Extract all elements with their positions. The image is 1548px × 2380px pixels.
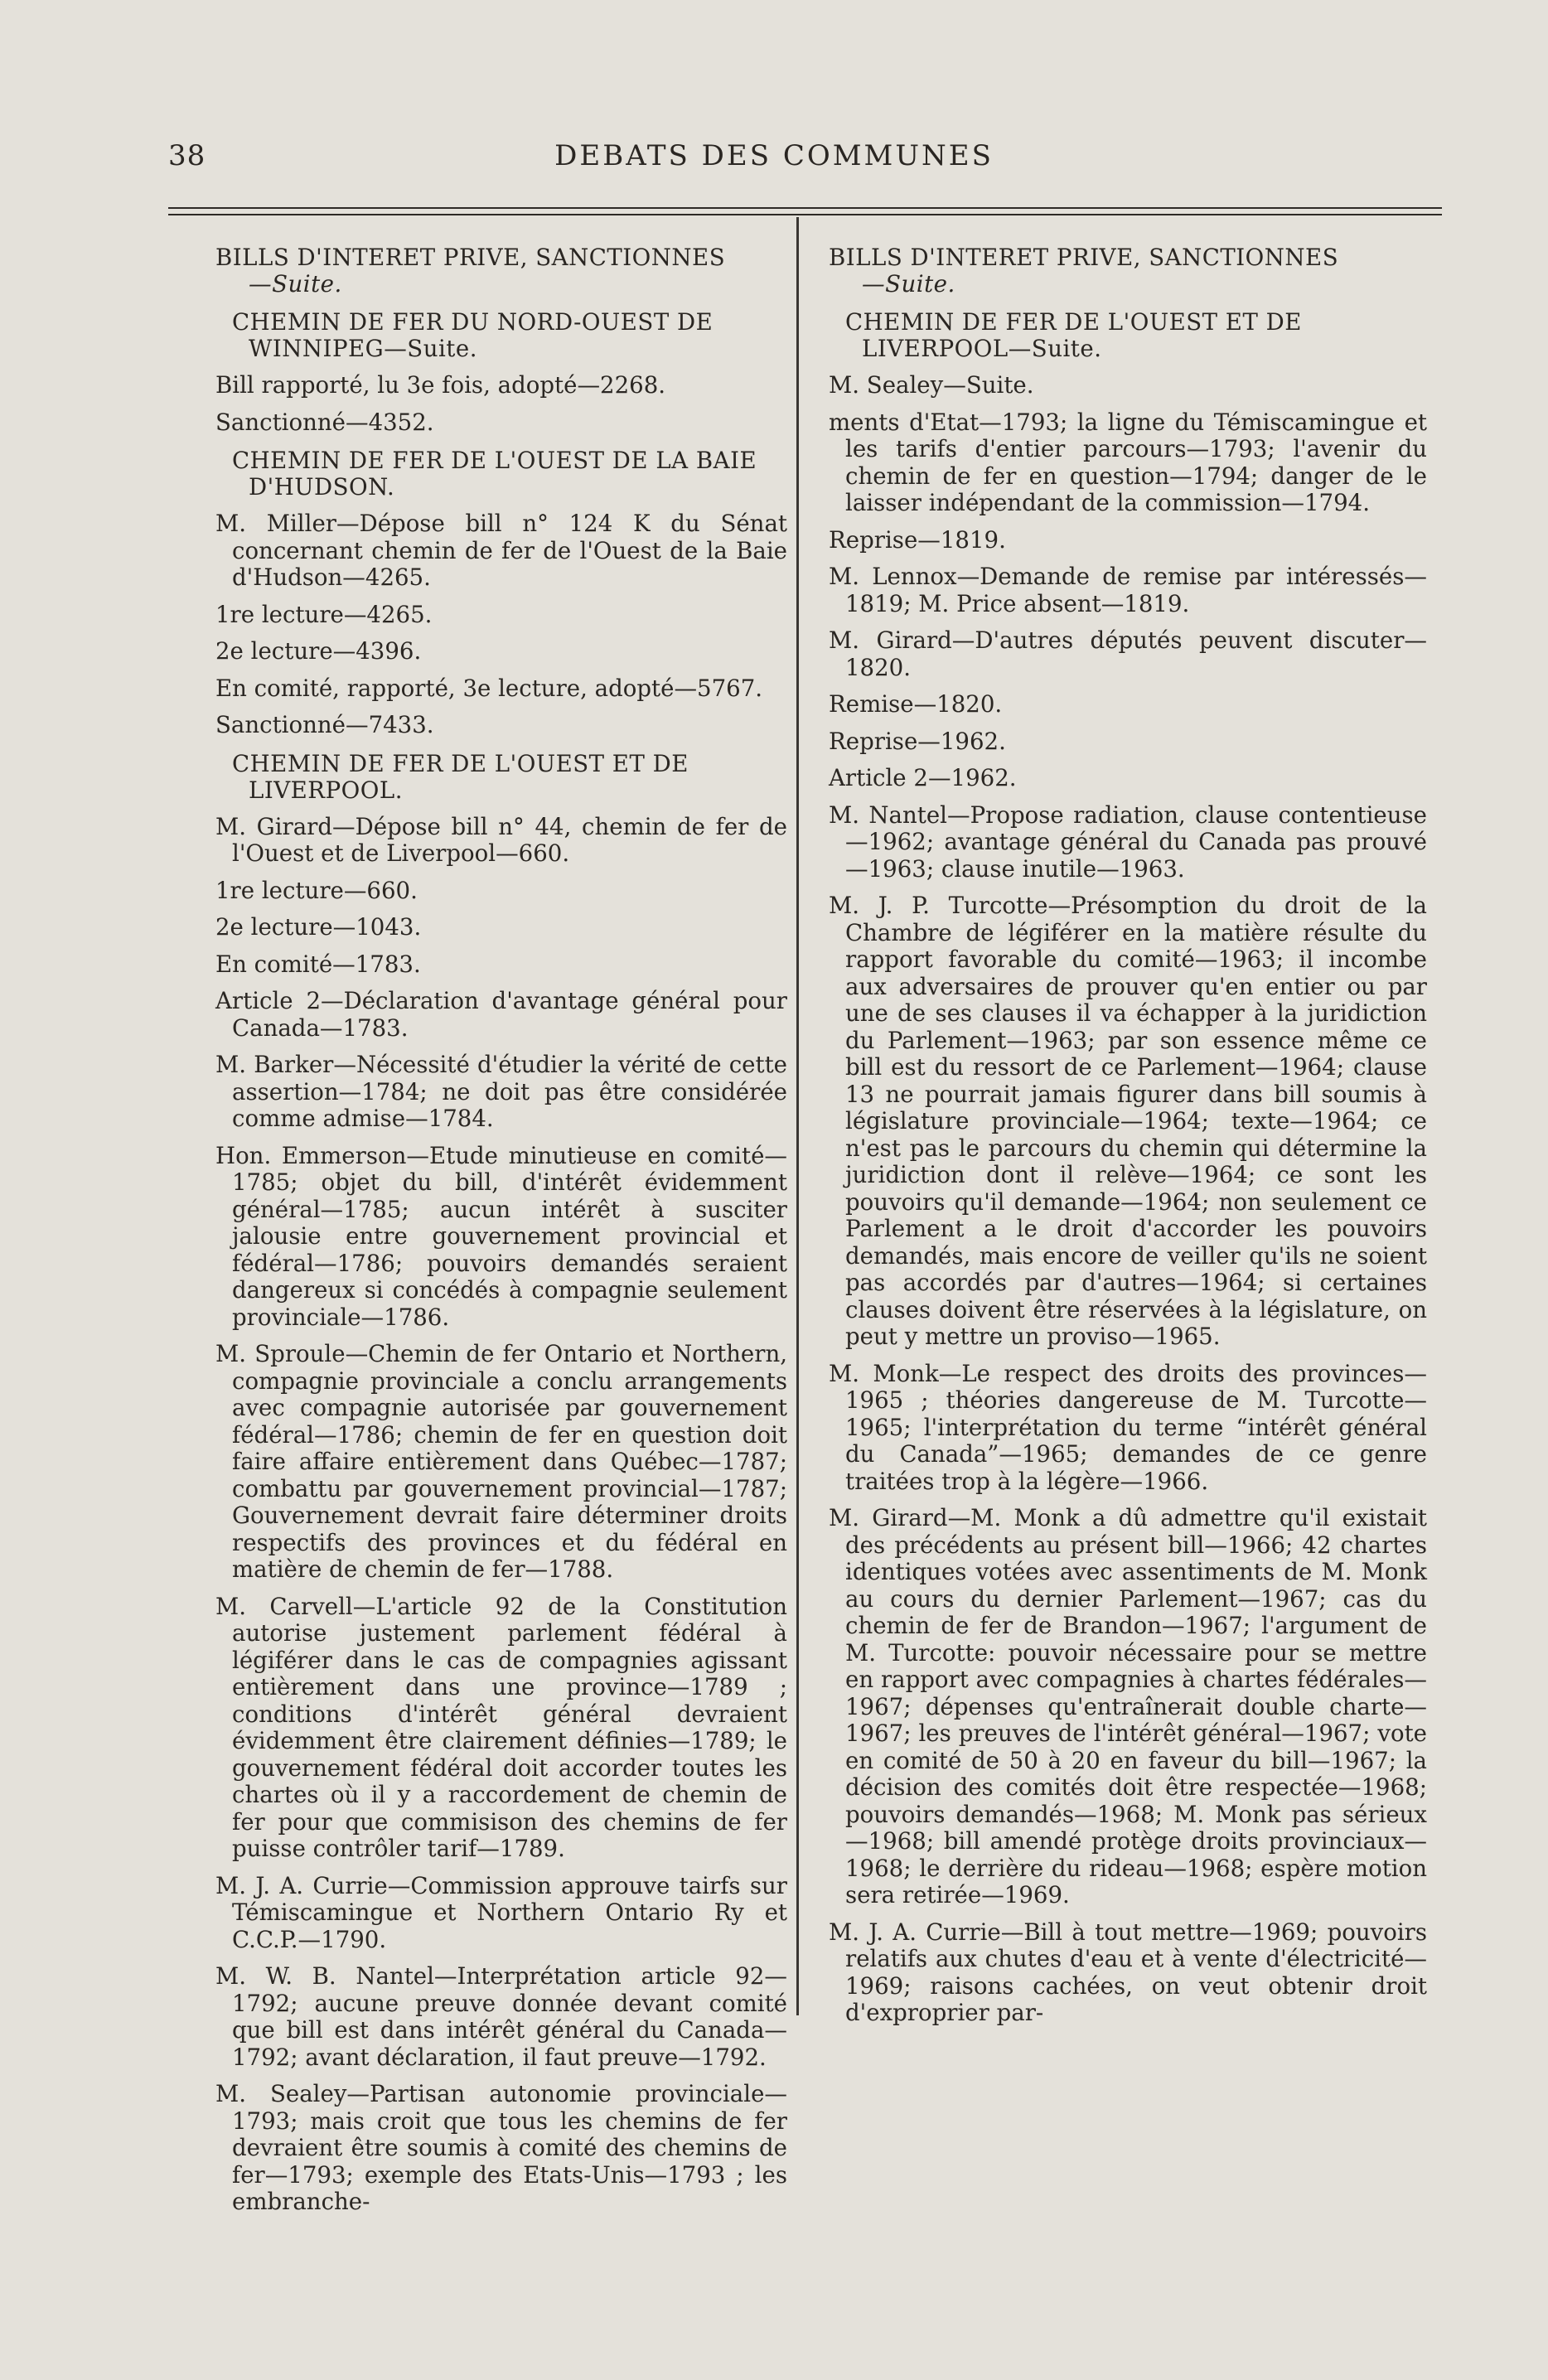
index-entry: M. Sealey—Suite. [829, 371, 1034, 399]
subject-heading: CHEMIN DE FER DE L'OUEST ET DE LIVERPOOL—Suite. [845, 308, 1302, 362]
index-entry: M. W. B. Nantel—Interprétation article 92—1792; aucune preuve donnée devant comité que bill est dans intérêt général du Canada—1792; avant déclaration, il faut preuve—1792. [215, 1962, 787, 2071]
index-entry: M. J. A. Currie—Commission approuve tairfs sur Témiscamingue et Northern Ontario Ry et C.C.P.—1790. [215, 1871, 787, 1953]
index-entry: Hon. Emmerson—Etude minutieuse en comité—1785; objet du bill, d'intérêt évidemment général—1785; aucun intérêt à susciter jalousie entre gouvernement provincial et fédéral—1786; pouvoirs demandés seraient dangereux si concédés à compagnie seulement provinciale—1786. [215, 1141, 787, 1331]
index-entry: M. J. A. Currie—Bill à tout mettre—1969; pouvoirs relatifs aux chutes d'eau et à vente d'électricité—1969; raisons cachées, on veut obtenir droit d'exproprier par- [829, 1918, 1427, 2026]
index-entry: ments d'Etat—1793; la ligne du Témiscamingue et les tarifs d'entier parcours—1793; l'avenir du chemin de fer en question—1794; danger de le laisser indépendant de la commission—1794. [829, 408, 1427, 516]
index-entry: M. Sealey—Partisan autonomie provinciale—1793; mais croit que tous les chemins de fer devraient être soumis à comité des chemins de fer—1793; exemple des Etats-Unis—1793 ; les embranche- [215, 2080, 787, 2215]
column-divider [796, 217, 799, 2015]
index-entry: M. Lennox—Demande de remise par intéressés—1819; M. Price absent—1819. [829, 563, 1427, 617]
running-title: DEBATS DES COMMUNES [554, 139, 994, 172]
index-entry: M. Carvell—L'article 92 de la Constitution autorise justement parlement fédéral à légiférer dans le cas de compagnies agissant entièrement dans une province—1789 ; conditions d'intérêt général devraient évidemment être clairement définies—1789; le gouvernement fédéral doit accorder toutes les chartes où il y a raccordement de chemin de fer pour que commisison des chemins de fer puisse contrôler tarif—1789. [215, 1592, 787, 1862]
index-entry: 2e lecture—1043. [215, 913, 422, 941]
index-entry: Sanctionné—7433. [215, 711, 434, 738]
index-entry: Reprise—1819. [829, 525, 1006, 554]
index-entry: Remise—1820. [829, 690, 1003, 718]
heading-continued: —Suite. [862, 270, 955, 298]
section-heading [829, 244, 1427, 298]
index-entry: M. Sproule—Chemin de fer Ontario et Northern, compagnie provinciale a conclu arrangements avec compagnie autorisée par gouvernement fédéral—1786; chemin de fer en question doit faire affaire entièrement dans Québec—1787; combattu par gouvernement provincial—1787; Gouvernement devrait faire déterminer droits respectifs des provinces et du fédéral en matière de chemin de fer—1788. [215, 1340, 787, 1583]
index-entry: M. Barker—Nécessité d'étudier la vérité de cette assertion—1784; ne doit pas être considérée comme admise—1784. [215, 1051, 787, 1132]
index-entry: M. Monk—Le respect des droits des provinces—1965 ; théories dangereuse de M. Turcotte—1965; l'interprétation du terme “intérêt général du Canada”—1965; demandes de ce genre traitées trop à la légère—1966. [829, 1359, 1427, 1495]
index-entry: En comité—1783. [215, 950, 421, 978]
entry-list [215, 309, 787, 2216]
index-entry: Sanctionné—4352. [215, 408, 434, 436]
heading-continued: —Suite. [249, 270, 342, 298]
index-entry: M. Girard—Dépose bill n° 44, chemin de fer de l'Ouest et de Liverpool—660. [215, 812, 787, 867]
index-entry: M. Nantel—Propose radiation, clause contentieuse—1962; avantage général du Canada pas prouvé—1963; clause inutile—1963. [829, 801, 1427, 883]
index-entry: En comité, rapporté, 3e lecture, adopté—5767. [215, 674, 763, 702]
index-entry: Bill rapporté, lu 3e fois, adopté—2268. [215, 371, 666, 399]
header-rule-bottom [168, 214, 1442, 215]
index-entry: 2e lecture—4396. [215, 637, 422, 665]
index-entry: Article 2—Déclaration d'avantage général pour Canada—1783. [215, 987, 787, 1042]
header-rule-top [168, 207, 1442, 209]
index-entry: M. Girard—M. Monk a dû admettre qu'il existait des précédents au présent bill—1966; 42 chartes identiques votées avec assentiments de M. Monk au cours du dernier Parlement—1967; cas du chemin de fer de Brandon—1967; l'argument de M. Turcotte: pouvoir nécessaire pour se mettre en rapport avec compagnies à chartes fédérales—1967; dépenses qu'entraînerait double charte—1967; les preuves de l'intérêt général—1967; vote en comité de 50 à 20 en faveur du bill—1967; la décision des comités doit être respectée—1968; pouvoirs demandés—1968; M. Monk pas sérieux—1968; bill amendé protège droits provinciaux—1968; le derrière du rideau—1968; espère motion sera retirée—1969. [829, 1504, 1427, 1908]
index-entry: M. J. P. Turcotte—Présomption du droit de la Chambre de légiférer en la matière résulte du rapport favorable du comité—1963; il incombe aux adversaires de prouver qu'en entier ou par une de ses clauses il va échapper à la juridiction du Parlement—1963; par son essence même ce bill est du ressort de ce Parlement—1964; clause 13 ne pourrait jamais figurer dans bill soumis à législature provinciale—1964; texte—1964; ce n'est pas le parcours du chemin qui détermine la juridiction dont il relève—1964; ce sont les pouvoirs qu'il demande—1964; non seulement ce Parlement a le droit d'accorder les pouvoirs demandés, mais encore de veiller qu'ils ne soient pas accordés par d'autres—1964; si certaines clauses doivent être réservées à la législature, on peut y mettre un proviso—1965. [829, 892, 1427, 1350]
index-entry: Reprise—1962. [829, 727, 1006, 755]
heading-text: BILLS D'INTERET PRIVE, SANCTIONNES [215, 244, 726, 271]
index-entry: Article 2—1962. [829, 764, 1017, 791]
subject-heading: CHEMIN DE FER DE L'OUEST DE LA BAIE D'HUDSON. [232, 447, 757, 501]
page-number: 38 [168, 139, 206, 172]
heading-text: BILLS D'INTERET PRIVE, SANCTIONNES [829, 244, 1339, 271]
subject-heading: CHEMIN DE FER DU NORD-OUEST DE WINNIPEG—Suite. [232, 308, 714, 362]
right-column [829, 244, 1427, 2037]
entry-list [829, 309, 1427, 2027]
index-entry: M. Girard—D'autres députés peuvent discuter—1820. [829, 626, 1427, 681]
section-heading [215, 244, 787, 298]
subject-heading: CHEMIN DE FER DE L'OUEST ET DE LIVERPOOL. [232, 749, 689, 804]
index-entry: M. Miller—Dépose bill n° 124 K du Sénat concernant chemin de fer de l'Ouest de la Baie d'Hudson—4265. [215, 510, 787, 591]
left-column [215, 244, 787, 2226]
index-entry: 1re lecture—4265. [215, 600, 433, 628]
index-entry: 1re lecture—660. [215, 876, 418, 904]
